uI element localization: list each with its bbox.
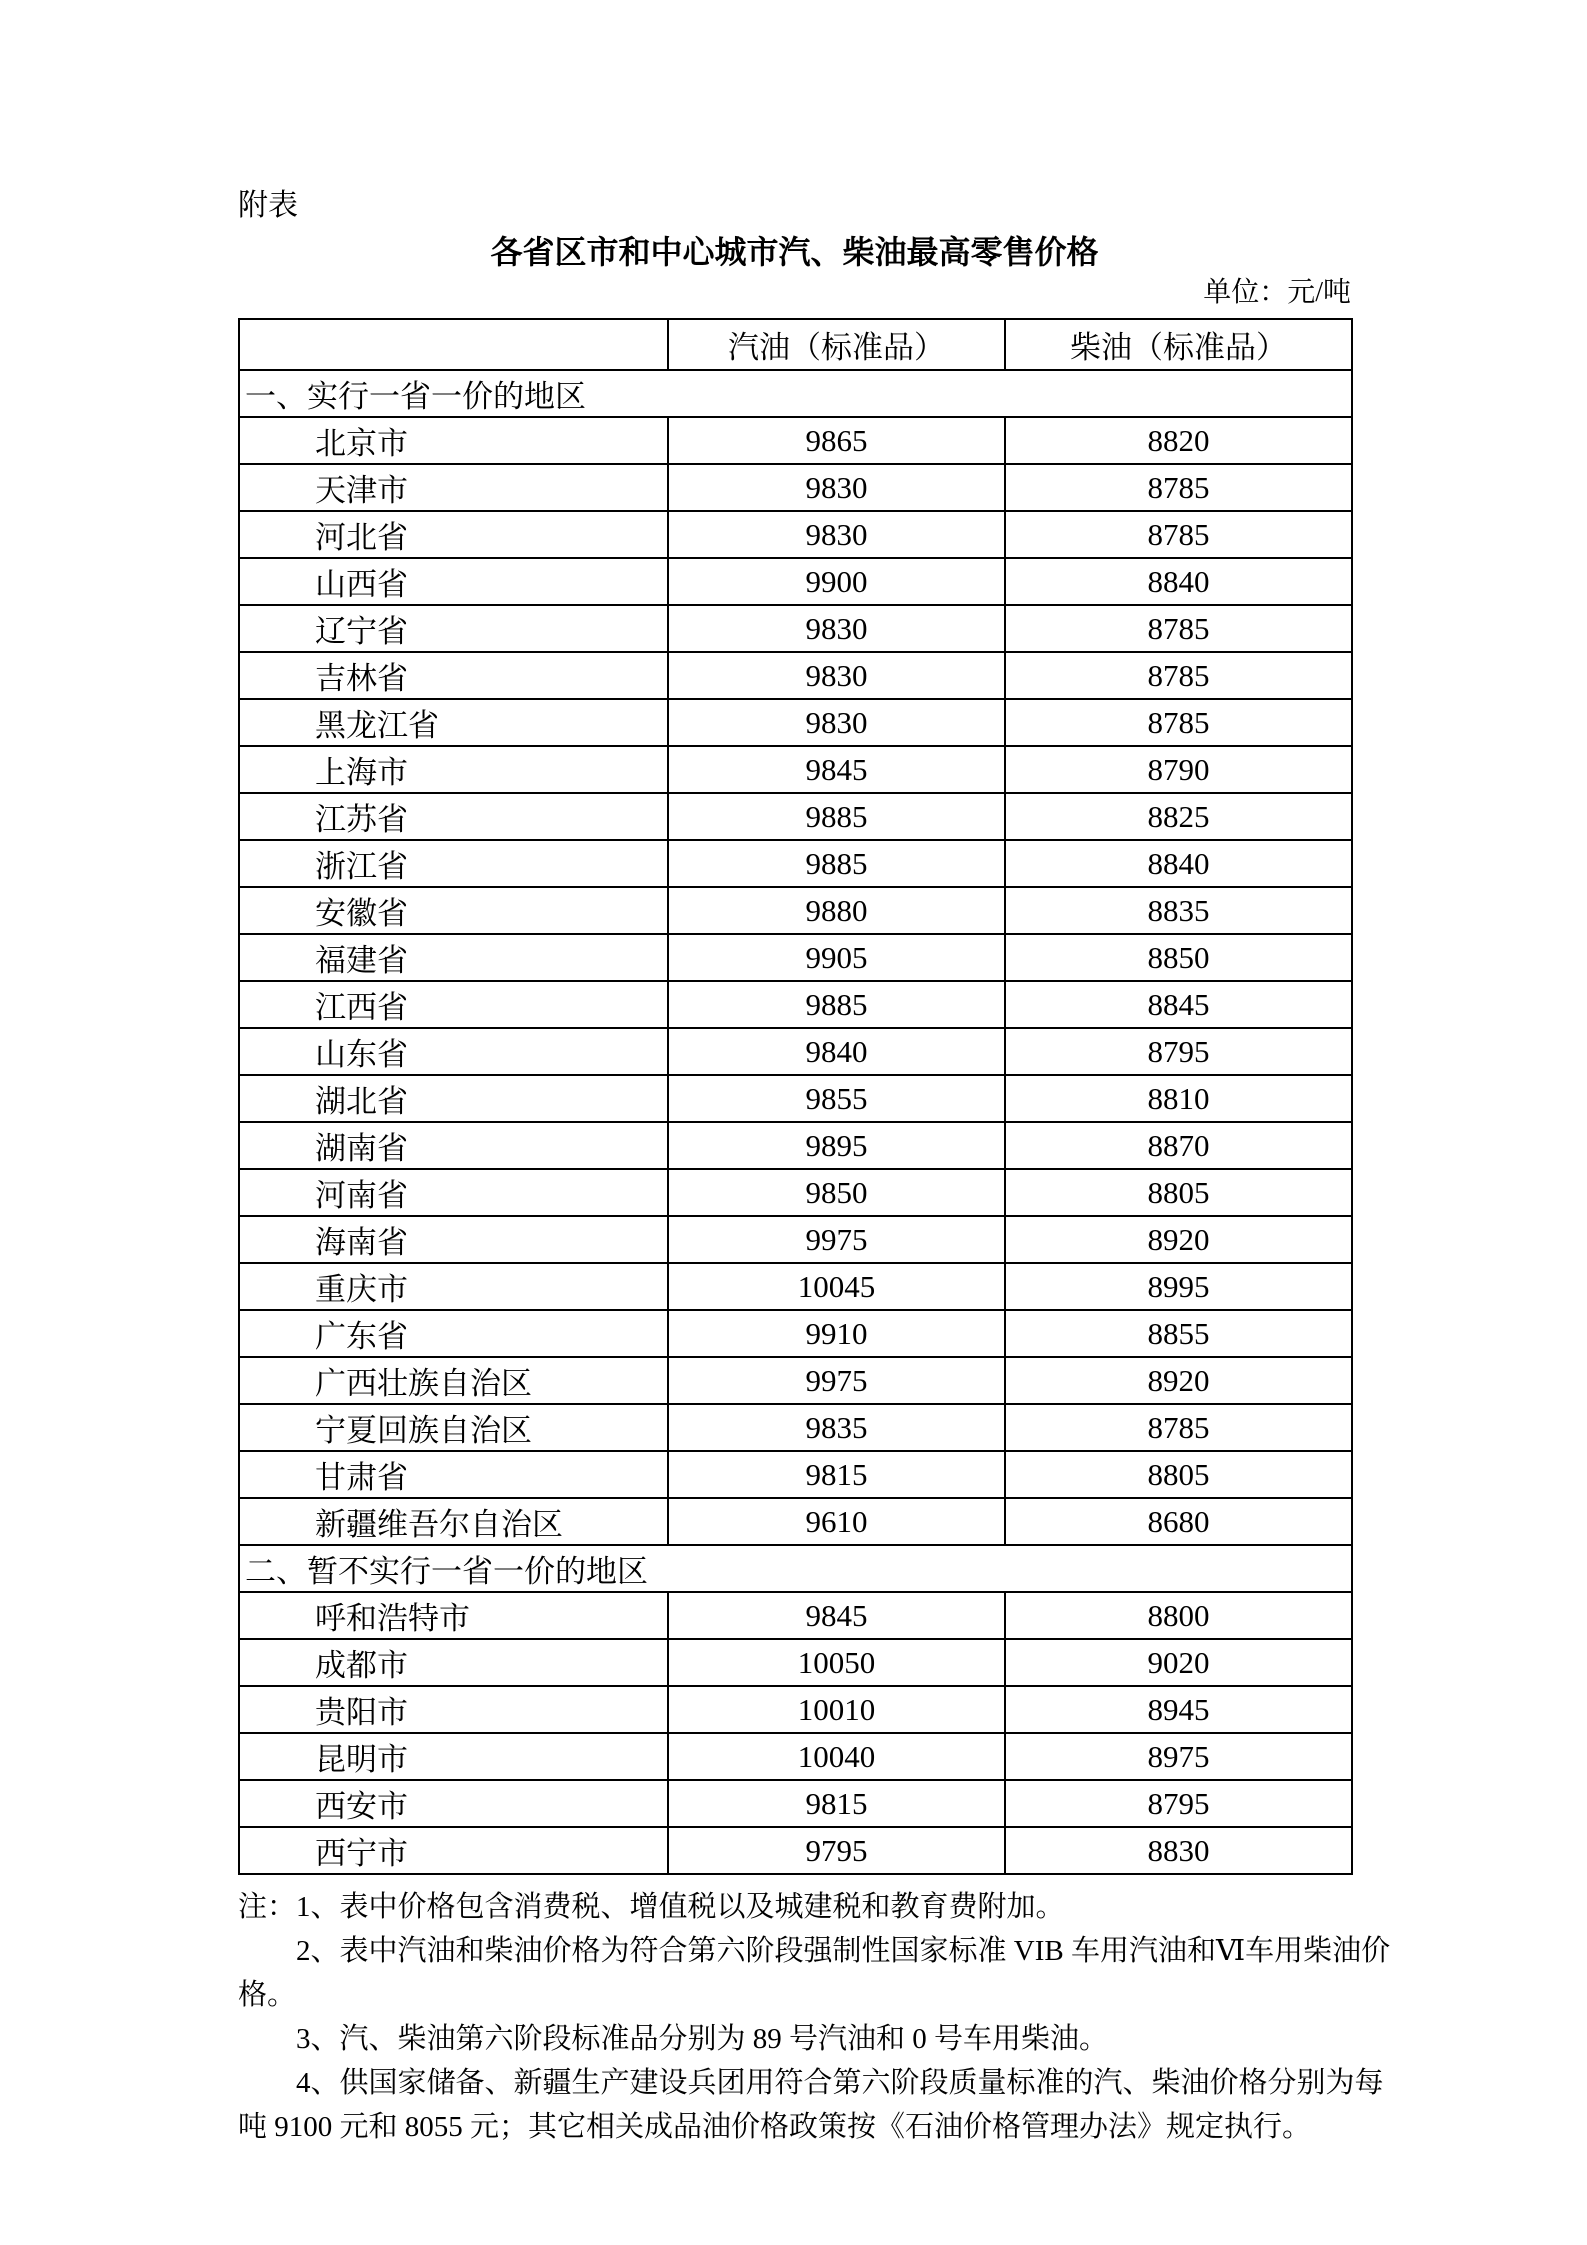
gasoline-price-cell: 9850 — [668, 1169, 1005, 1216]
diesel-price-cell: 8830 — [1005, 1827, 1352, 1874]
gasoline-price-cell: 9880 — [668, 887, 1005, 934]
gasoline-price-cell: 10045 — [668, 1263, 1005, 1310]
price-row — [239, 1404, 1352, 1451]
region-cell: 成都市 — [239, 1639, 668, 1686]
region-cell: 重庆市 — [239, 1263, 668, 1310]
region-cell: 江苏省 — [239, 793, 668, 840]
diesel-price-cell: 8840 — [1005, 840, 1352, 887]
diesel-price-cell: 8805 — [1005, 1451, 1352, 1498]
diesel-price-cell: 8680 — [1005, 1498, 1352, 1545]
diesel-price-cell: 8785 — [1005, 464, 1352, 511]
diesel-price-cell: 8920 — [1005, 1216, 1352, 1263]
price-row — [239, 464, 1352, 511]
region-cell: 西安市 — [239, 1780, 668, 1827]
note-line: 4、供国家储备、新疆生产建设兵团用符合第六阶段质量标准的汽、柴油价格分别为每 — [238, 2067, 1384, 2099]
region-cell: 甘肃省 — [239, 1451, 668, 1498]
header-region-cell — [239, 319, 668, 370]
note-line: 3、汽、柴油第六阶段标准品分别为 89 号汽油和 0 号车用柴油。 — [238, 2023, 1109, 2055]
price-row — [239, 558, 1352, 605]
region-cell: 海南省 — [239, 1216, 668, 1263]
region-cell: 福建省 — [239, 934, 668, 981]
price-row — [239, 511, 1352, 558]
price-row — [239, 1451, 1352, 1498]
gasoline-price-cell: 9855 — [668, 1075, 1005, 1122]
region-cell: 黑龙江省 — [239, 699, 668, 746]
region-cell: 广东省 — [239, 1310, 668, 1357]
gasoline-price-cell: 9900 — [668, 558, 1005, 605]
region-cell: 宁夏回族自治区 — [239, 1404, 668, 1451]
unit-label: 单位：元/吨 — [1203, 277, 1351, 308]
price-table-header — [239, 319, 1352, 370]
gasoline-price-cell: 9610 — [668, 1498, 1005, 1545]
header-gasoline-cell: 汽油（标准品） — [668, 319, 1005, 370]
price-row — [239, 1075, 1352, 1122]
region-cell: 贵阳市 — [239, 1686, 668, 1733]
price-row — [239, 981, 1352, 1028]
gasoline-price-cell: 10040 — [668, 1733, 1005, 1780]
diesel-price-cell: 8945 — [1005, 1686, 1352, 1733]
region-cell: 昆明市 — [239, 1733, 668, 1780]
note-line: 吨 9100 元和 8055 元；其它相关成品油价格政策按《石油价格管理办法》规定执行。 — [238, 2111, 1312, 2143]
diesel-price-cell: 8785 — [1005, 605, 1352, 652]
diesel-price-cell: 8810 — [1005, 1075, 1352, 1122]
diesel-price-cell: 8795 — [1005, 1780, 1352, 1827]
diesel-price-cell: 8825 — [1005, 793, 1352, 840]
price-row — [239, 840, 1352, 887]
gasoline-price-cell: 9845 — [668, 746, 1005, 793]
region-cell: 北京市 — [239, 417, 668, 464]
gasoline-price-cell: 9830 — [668, 652, 1005, 699]
gasoline-price-cell: 9830 — [668, 699, 1005, 746]
region-cell: 安徽省 — [239, 887, 668, 934]
note-line: 注：1、表中价格包含消费税、增值税以及城建税和教育费附加。 — [238, 1891, 1065, 1923]
diesel-price-cell: 8795 — [1005, 1028, 1352, 1075]
price-row — [239, 1686, 1352, 1733]
region-cell: 山西省 — [239, 558, 668, 605]
gasoline-price-cell: 9830 — [668, 464, 1005, 511]
region-cell: 浙江省 — [239, 840, 668, 887]
region-cell: 湖南省 — [239, 1122, 668, 1169]
price-row — [239, 1592, 1352, 1639]
gasoline-price-cell: 9830 — [668, 605, 1005, 652]
diesel-price-cell: 8785 — [1005, 652, 1352, 699]
gasoline-price-cell: 9895 — [668, 1122, 1005, 1169]
gasoline-price-cell: 9845 — [668, 1592, 1005, 1639]
price-row — [239, 1498, 1352, 1545]
gasoline-price-cell: 10010 — [668, 1686, 1005, 1733]
region-cell: 上海市 — [239, 746, 668, 793]
diesel-price-cell: 8820 — [1005, 417, 1352, 464]
gasoline-price-cell: 9975 — [668, 1357, 1005, 1404]
price-row — [239, 1357, 1352, 1404]
gasoline-price-cell: 9835 — [668, 1404, 1005, 1451]
region-cell: 天津市 — [239, 464, 668, 511]
diesel-price-cell: 8845 — [1005, 981, 1352, 1028]
gasoline-price-cell: 9885 — [668, 840, 1005, 887]
notes — [238, 1885, 1391, 2149]
appendix-label: 附表 — [238, 189, 298, 222]
region-cell: 河北省 — [239, 511, 668, 558]
document-title: 各省区市和中心城市汽、柴油最高零售价格 — [490, 234, 1099, 270]
region-cell: 湖北省 — [239, 1075, 668, 1122]
region-cell: 河南省 — [239, 1169, 668, 1216]
price-table — [238, 318, 1353, 1875]
price-row — [239, 1310, 1352, 1357]
price-row — [239, 1827, 1352, 1874]
diesel-price-cell: 8975 — [1005, 1733, 1352, 1780]
price-row — [239, 1733, 1352, 1780]
diesel-price-cell: 8805 — [1005, 1169, 1352, 1216]
price-row — [239, 1639, 1352, 1686]
section-header-label: 二、暂不实行一省一价的地区 — [239, 1545, 1352, 1592]
region-cell: 辽宁省 — [239, 605, 668, 652]
diesel-price-cell: 8840 — [1005, 558, 1352, 605]
diesel-price-cell: 8785 — [1005, 1404, 1352, 1451]
diesel-price-cell: 9020 — [1005, 1639, 1352, 1686]
gasoline-price-cell: 9905 — [668, 934, 1005, 981]
header-row — [239, 319, 1352, 370]
price-row — [239, 417, 1352, 464]
region-cell: 新疆维吾尔自治区 — [239, 1498, 668, 1545]
diesel-price-cell: 8785 — [1005, 699, 1352, 746]
price-row — [239, 1216, 1352, 1263]
region-cell: 吉林省 — [239, 652, 668, 699]
gasoline-price-cell: 9840 — [668, 1028, 1005, 1075]
region-cell: 广西壮族自治区 — [239, 1357, 668, 1404]
price-row — [239, 605, 1352, 652]
price-row — [239, 1780, 1352, 1827]
diesel-price-cell: 8920 — [1005, 1357, 1352, 1404]
price-row — [239, 1263, 1352, 1310]
diesel-price-cell: 8995 — [1005, 1263, 1352, 1310]
gasoline-price-cell: 9815 — [668, 1451, 1005, 1498]
gasoline-price-cell: 9975 — [668, 1216, 1005, 1263]
note-line: 格。 — [238, 1979, 297, 2011]
region-cell: 山东省 — [239, 1028, 668, 1075]
gasoline-price-cell: 9815 — [668, 1780, 1005, 1827]
diesel-price-cell: 8855 — [1005, 1310, 1352, 1357]
section-header-row — [239, 370, 1352, 417]
gasoline-price-cell: 9830 — [668, 511, 1005, 558]
header-diesel-cell: 柴油（标准品） — [1005, 319, 1352, 370]
price-row — [239, 652, 1352, 699]
gasoline-price-cell: 9910 — [668, 1310, 1005, 1357]
price-row — [239, 1169, 1352, 1216]
gasoline-price-cell: 9885 — [668, 793, 1005, 840]
price-row — [239, 699, 1352, 746]
gasoline-price-cell: 10050 — [668, 1639, 1005, 1686]
diesel-price-cell: 8835 — [1005, 887, 1352, 934]
region-cell: 江西省 — [239, 981, 668, 1028]
diesel-price-cell: 8785 — [1005, 511, 1352, 558]
price-row — [239, 793, 1352, 840]
note-line: 2、表中汽油和柴油价格为符合第六阶段强制性国家标准 VIB 车用汽油和Ⅵ车用柴油价 — [238, 1935, 1391, 1967]
section-header-label: 一、实行一省一价的地区 — [239, 370, 1352, 417]
diesel-price-cell: 8850 — [1005, 934, 1352, 981]
price-row — [239, 1028, 1352, 1075]
section-header-row — [239, 1545, 1352, 1592]
price-row — [239, 934, 1352, 981]
price-row — [239, 1122, 1352, 1169]
diesel-price-cell: 8870 — [1005, 1122, 1352, 1169]
price-table-body — [239, 370, 1352, 1874]
price-row — [239, 887, 1352, 934]
diesel-price-cell: 8800 — [1005, 1592, 1352, 1639]
price-row — [239, 746, 1352, 793]
region-cell: 西宁市 — [239, 1827, 668, 1874]
diesel-price-cell: 8790 — [1005, 746, 1352, 793]
gasoline-price-cell: 9865 — [668, 417, 1005, 464]
gasoline-price-cell: 9885 — [668, 981, 1005, 1028]
gasoline-price-cell: 9795 — [668, 1827, 1005, 1874]
region-cell: 呼和浩特市 — [239, 1592, 668, 1639]
